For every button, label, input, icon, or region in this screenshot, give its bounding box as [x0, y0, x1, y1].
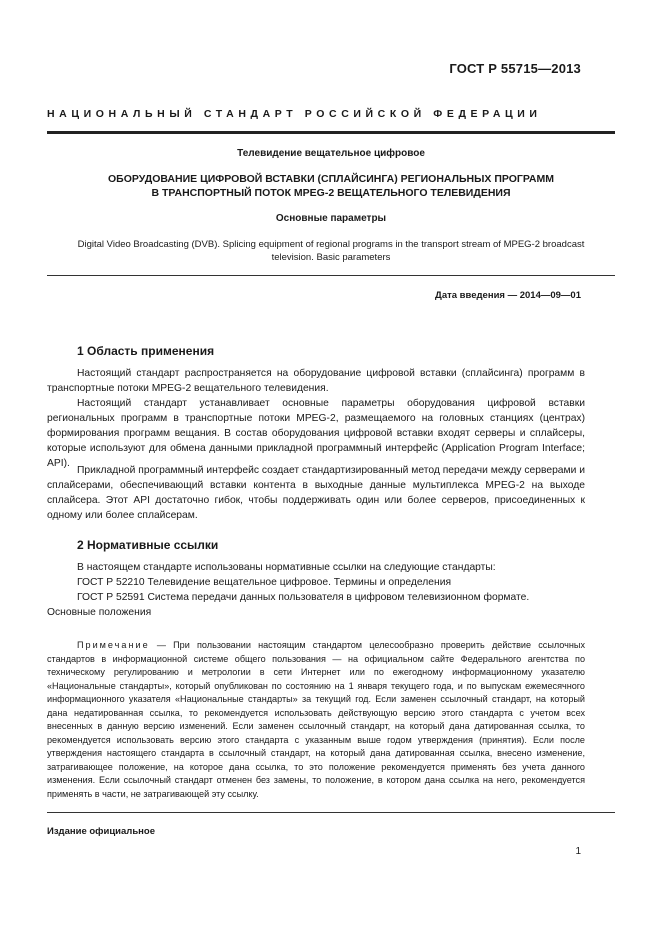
edition-label: Издание официальное: [47, 826, 155, 837]
section-2-heading: 2 Нормативные ссылки: [77, 538, 219, 552]
title-category: Телевидение вещательное цифровое: [237, 148, 425, 159]
normative-ref-52591-cont: Основные положения: [47, 607, 152, 618]
english-title: [47, 238, 615, 264]
footer-rule: [47, 812, 615, 813]
header-rule: [47, 131, 615, 134]
national-standard-banner: НАЦИОНАЛЬНЫЙ СТАНДАРТ РОССИЙСКОЙ ФЕДЕРАЦИИ: [47, 108, 542, 120]
gost-code: ГОСТ Р 55715—2013: [449, 61, 581, 76]
note-text: — При пользовании настоящим стандартом целесообразно проверить действие ссылочных стандартов в информационной системе общего пользования — на официальном сайте Федерального агентства по техническому регулированию и метрологии в сети Интернет или по ежегодному информационному указателю «Национальные стандарты», который опубликован по состоянию на 1 января текущего года, и по выпускам ежемесячного информационного указателя «Национальные стандарты» за текущий год. Если заменен ссылочный стандарт, на который дана недатированная ссылка, то рекомендуется использовать действующую версию этого стандарта с учетом всех внесенных в данную версию изменений. Если заменен ссылочный стандарт, на который дана датированная ссылка, то рекомендуется использовать версию этого стандарта с указанным выше годом утверждения (принятия). Если после утверждения настоящего стандарта в ссылочный стандарт, на который дана датированная ссылка, внесено изменение, затрагивающее положение, на которое дана ссылка, то это положение рекомендуется применять без учета данного изменения. Если ссылочный стандарт отменен без замены, то положение, в котором дана ссылка на него, рекомендуется применять в части, не затрагивающей эту ссылку.: [47, 640, 586, 799]
main-title-line-2: В ТРАНСПОРТНЫЙ ПОТОК MPEG-2 ВЕЩАТЕЛЬНОГО ТЕЛЕВИДЕНИЯ: [151, 187, 511, 199]
section-1-heading: 1 Область применения: [77, 344, 215, 358]
english-title-line-2: television. Basic parameters: [271, 252, 391, 263]
normative-ref-52591: ГОСТ Р 52591 Система передачи данных пользователя в цифровом телевизионном формате.: [77, 592, 530, 603]
normative-ref-52210: ГОСТ Р 52210 Телевидение вещательное цифровое. Термины и определения: [77, 577, 452, 588]
intro-date: Дата введения — 2014—09—01: [435, 290, 581, 301]
note-block: [47, 639, 585, 801]
section-2-intro: В настоящем стандарте использованы нормативные ссылки на следующие стандарты:: [77, 562, 496, 573]
main-title-line-1: ОБОРУДОВАНИЕ ЦИФРОВОЙ ВСТАВКИ (СПЛАЙСИНГА) РЕГИОНАЛЬНЫХ ПРОГРАММ: [107, 173, 555, 185]
section-1-paragraph-1: Настоящий стандарт распространяется на оборудование цифровой вставки (сплайсинга) программ в транспортные потоки MPEG-2 вещательного телевидения.: [47, 368, 585, 394]
page-number: 1: [575, 846, 581, 857]
section-1-paragraph-3: Прикладной программный интерфейс создает стандартизированный метод передачи между серверами и сплайсерами, обеспечивающий вставки контента в выходные данные мультиплекса MPEG-2 на выходе сплайсера. Этот API достаточно гибок, чтобы поддерживать один или более серверов, присоединенных к одному или более сплайсерам.: [47, 465, 585, 521]
note-label: Примечание: [77, 640, 150, 650]
title-subtitle: Основные параметры: [275, 213, 387, 224]
title-rule: [47, 275, 615, 276]
section-1-paragraph-2: Настоящий стандарт устанавливает основные параметры оборудования цифровой вставки региональных программ в транспортные потоки MPEG-2, размещаемого на головных станциях (центрах) формирования программ вещания. В состав оборудования цифровой вставки входят серверы и сплайсеры, которые используют для обмена данными прикладной программный интерфейс (Application Program Interface; API).: [47, 398, 585, 469]
english-title-line-1: Digital Video Broadcasting (DVB). Splicing equipment of regional programs in the transport stream of MPEG-2 broadcast: [77, 239, 585, 250]
main-title: [47, 172, 615, 200]
